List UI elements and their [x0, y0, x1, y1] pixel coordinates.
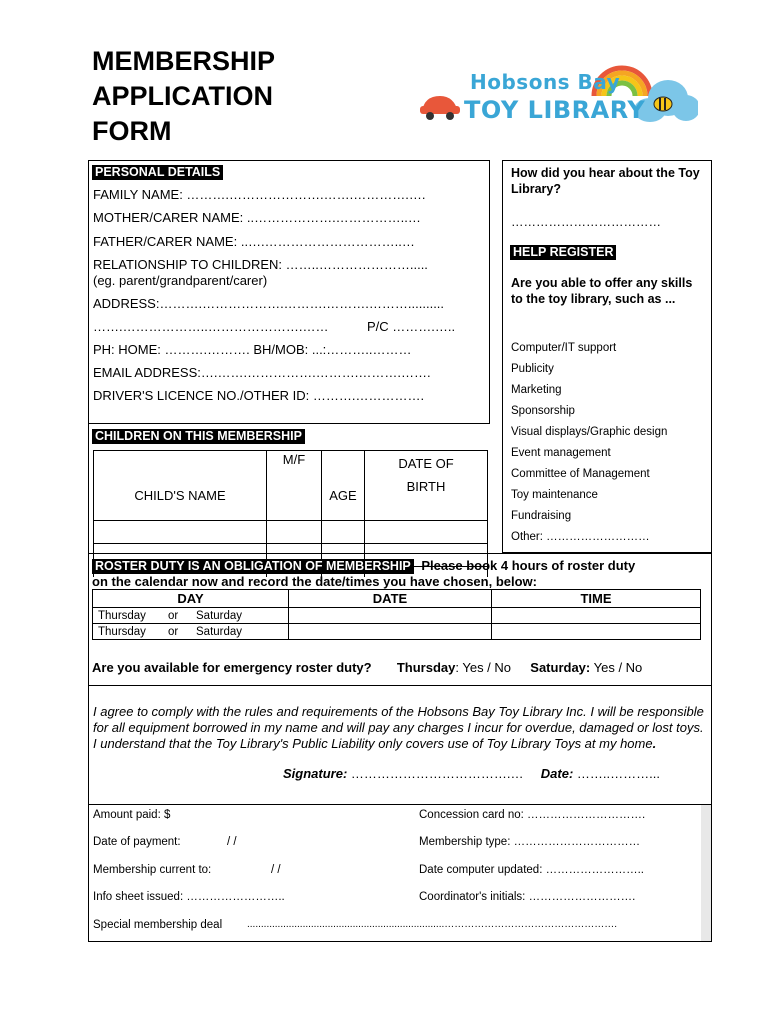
thursday-label: Thursday: [396, 660, 456, 675]
personal-details-box: [88, 160, 490, 424]
amount-paid-field[interactable]: Amount paid: $: [93, 809, 171, 821]
skill-fundraising[interactable]: Fundraising: [511, 510, 572, 522]
skill-marketing[interactable]: Marketing: [511, 384, 562, 396]
toy-library-logo: [418, 58, 698, 128]
roster-date-cell[interactable]: [289, 608, 492, 624]
postcode-field[interactable]: P/C ……….…..: [367, 319, 456, 334]
skill-committee[interactable]: Committee of Management: [511, 468, 650, 480]
roster-day-cell: Thursday or Saturday: [93, 624, 289, 640]
family-name-field[interactable]: FAMILY NAME: ……….………………….…….………….….: [93, 187, 426, 202]
help-register-box: [502, 160, 712, 553]
hear-about-answer-field[interactable]: ………………………………: [511, 215, 661, 229]
time-header: TIME: [492, 590, 701, 608]
relationship-example: (eg. parent/grandparent/carer): [93, 273, 268, 288]
roster-section: [88, 553, 712, 686]
mf-header: M/F: [267, 451, 322, 521]
concession-card-field[interactable]: Concession card no: ………………………….: [419, 809, 646, 821]
address-line-2-field[interactable]: …….………………..………………….……: [93, 319, 329, 334]
date-computer-updated-field[interactable]: Date computer updated: ……………………..: [419, 864, 644, 876]
phone-field[interactable]: PH: HOME: ……….………. BH/MOB: ...:………..………: [93, 342, 412, 357]
date-of-payment-field[interactable]: / /: [227, 836, 237, 848]
roster-time-cell[interactable]: [492, 624, 701, 640]
roster-row: [93, 608, 701, 624]
saturday-yes-no[interactable]: Yes / No: [590, 660, 643, 675]
children-header: CHILDREN ON THIS MEMBERSHIP: [92, 427, 305, 445]
help-register-header: HELP REGISTER: [510, 243, 616, 261]
skill-computer-it[interactable]: Computer/IT support: [511, 342, 617, 354]
skill-publicity[interactable]: Publicity: [511, 363, 554, 375]
child-name-header: CHILD'S NAME: [94, 451, 267, 521]
child-row: [94, 521, 488, 544]
email-field[interactable]: EMAIL ADDRESS:….…….…………….……….……….…….: [93, 365, 431, 380]
signature-label: Signature:: [283, 766, 348, 781]
signature-row: [283, 766, 660, 781]
roster-instruction-1: Please book 4 hours of roster duty: [421, 558, 636, 573]
title-line-2: APPLICATION: [92, 81, 273, 111]
shaded-edge: [701, 805, 711, 941]
membership-current-to-label: Membership current to:: [93, 864, 212, 876]
drivers-licence-field[interactable]: DRIVER'S LICENCE NO./OTHER ID: ……….…………….: [93, 388, 425, 403]
title-line-1: MEMBERSHIP: [92, 46, 276, 76]
logo-text-line1: Hobsons Bay: [470, 70, 621, 94]
relationship-field[interactable]: RELATIONSHIP TO CHILDREN: ……..………………….....: [93, 257, 428, 272]
hear-about-question: How did you hear about the Toy Library?: [511, 166, 700, 196]
signature-field[interactable]: ……………………………….…: [347, 766, 524, 781]
office-use-section: [88, 804, 712, 942]
membership-type-field[interactable]: Membership type: ……………………………: [419, 836, 641, 848]
child-dob-cell[interactable]: [365, 521, 488, 544]
roster-header: ROSTER DUTY IS AN OBLIGATION OF MEMBERSHIP: [92, 559, 414, 574]
emergency-question: Are you available for emergency roster duty?: [92, 660, 372, 675]
special-membership-field[interactable]: .......................................................................…………………………………………….: [247, 919, 618, 930]
skill-event-management[interactable]: Event management: [511, 447, 611, 459]
agreement-text: I agree to comply with the rules and requirements of the Hobsons Bay Toy Library Inc. I will be responsible for all equipment borrowed in my name and will pay any charges I incur for overdue, damaged or lost toys. I understand that the Toy Library's Public Liability only covers use of Toy Library Toys at my home.: [93, 704, 704, 751]
roster-date-cell[interactable]: [289, 624, 492, 640]
info-sheet-issued-field[interactable]: Info sheet issued: ……………………..: [93, 891, 285, 903]
special-membership-label: Special membership deal: [93, 919, 223, 931]
agreement-section: [88, 686, 712, 804]
logo-text-line2: TOY LIBRARY: [464, 96, 646, 124]
coordinator-initials-field[interactable]: Coordinator's initials: ……………………….: [419, 891, 636, 903]
form-title: [92, 44, 352, 149]
child-name-cell[interactable]: [94, 521, 267, 544]
roster-time-cell[interactable]: [492, 608, 701, 624]
membership-current-to-field[interactable]: / /: [271, 864, 281, 876]
skill-other-field[interactable]: Other: ………………………: [511, 531, 650, 543]
dob-header: DATE OF BIRTH: [365, 451, 488, 521]
child-age-cell[interactable]: [322, 521, 365, 544]
roster-table: [92, 589, 701, 640]
child-mf-cell[interactable]: [267, 521, 322, 544]
emergency-roster-row: [92, 660, 642, 675]
skill-sponsorship[interactable]: Sponsorship: [511, 405, 575, 417]
skills-question: Are you able to offer any skills to the toy library, such as ...: [511, 276, 693, 306]
saturday-label: Saturday:: [530, 660, 591, 675]
children-section: [88, 424, 491, 554]
age-header: AGE: [322, 451, 365, 521]
roster-day-cell: Thursday or Saturday: [93, 608, 289, 624]
roster-row: [93, 624, 701, 640]
thursday-yes-no[interactable]: : Yes / No: [455, 660, 512, 675]
address-field[interactable]: ADDRESS:……….……………….……….……….………..........: [93, 296, 445, 311]
mother-carer-name-field[interactable]: MOTHER/CARER NAME: ..……………….……………..…: [93, 210, 421, 225]
skill-toy-maintenance[interactable]: Toy maintenance: [511, 489, 598, 501]
date-header: DATE: [289, 590, 492, 608]
roster-instruction-2: on the calendar now and record the date/times you have chosen, below:: [92, 574, 537, 589]
date-label: Date:: [540, 766, 574, 781]
skill-visual-displays[interactable]: Visual displays/Graphic design: [511, 426, 668, 438]
roster-intro: [92, 558, 635, 574]
date-of-payment-label: Date of payment:: [93, 836, 181, 848]
signature-date-field[interactable]: ……..………...: [573, 766, 660, 781]
personal-details-header: PERSONAL DETAILS: [92, 163, 223, 181]
father-carer-name-field[interactable]: FATHER/CARER NAME: ..….…………………………..…: [93, 234, 415, 249]
title-line-3: FORM: [92, 116, 172, 146]
day-header: DAY: [93, 590, 289, 608]
